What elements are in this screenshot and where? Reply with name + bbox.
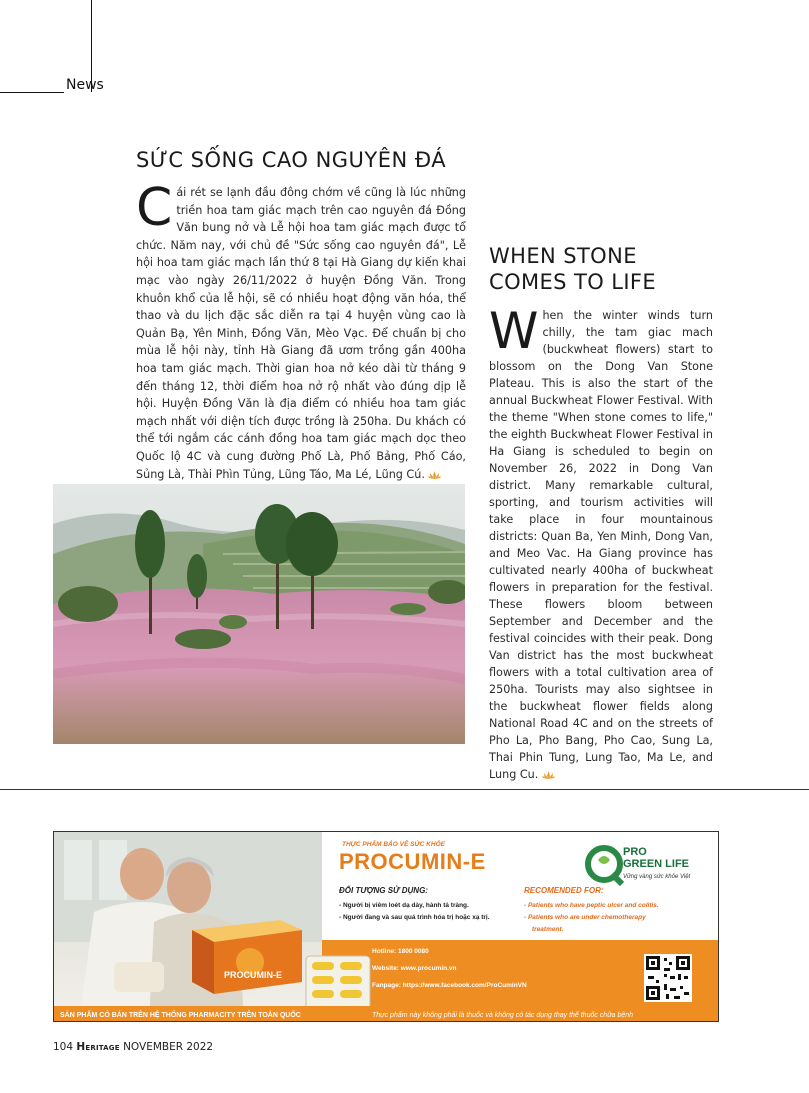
ad-recommended-item: treatment. xyxy=(532,926,564,933)
procumin-advertisement xyxy=(53,831,719,1022)
ad-target-users-title: ĐỐI TƯỢNG SỬ DỤNG: xyxy=(339,886,428,895)
ad-availability-note: SẢN PHẨM CÓ BÁN TRÊN HỆ THỐNG PHARMACITY TRÊN TOÀN QUỐC xyxy=(60,1012,301,1019)
english-title-line-2: COMES TO LIFE xyxy=(489,270,657,294)
lotus-icon xyxy=(542,771,555,779)
vietnamese-title: SỨC SỐNG CAO NGUYÊN ĐÁ xyxy=(136,148,447,172)
pgl-slogan: Vững vàng sức khỏe Việt xyxy=(623,874,691,880)
buckwheat-field-photo xyxy=(53,484,465,744)
issue-date: NOVEMBER 2022 xyxy=(123,1041,214,1053)
ad-target-user-item: - Người bị viêm loét dạ dày, hành tá tràng. xyxy=(339,902,469,909)
vietnamese-dropcap: C xyxy=(136,178,173,238)
english-dropcap: W xyxy=(489,302,539,360)
section-label: News xyxy=(66,77,104,93)
vietnamese-article xyxy=(136,178,466,483)
english-article xyxy=(489,302,713,783)
page-footer xyxy=(53,1041,213,1053)
ad-recommended-item: - Patients who have peptic ulcer and colitis. xyxy=(524,902,659,909)
ad-brand-name: PROCUMIN-E xyxy=(339,849,486,874)
pro-green-life-wordmark xyxy=(623,846,689,870)
english-title xyxy=(489,243,656,295)
ad-recommended-title: RECOMENDED FOR: xyxy=(524,886,604,895)
ad-hotline: Hotline: 1800 0080 xyxy=(372,948,429,955)
english-title-line-1: WHEN STONE xyxy=(489,244,637,268)
page-number: 104 xyxy=(53,1041,74,1053)
ad-website: Website: www.procumin.vn xyxy=(372,965,457,972)
pgl-line-1: PRO xyxy=(623,846,647,858)
ad-disclaimer: Thực phẩm này không phải là thuốc và không có tác dụng thay thế thuốc chữa bệnh xyxy=(372,1012,634,1019)
pgl-line-2: GREEN LIFE xyxy=(623,858,690,870)
qr-code-icon xyxy=(644,954,692,1002)
lotus-icon xyxy=(428,471,441,479)
ad-target-user-item: - Người đang và sau quá trình hóa trị hoặc xạ trị. xyxy=(339,914,490,921)
ad-recommended-item: - Patients who are under chemotherapy xyxy=(524,914,646,921)
english-body-text: hen the winter winds turn chilly, the tam giac mach (buckwheat flowers) start to blossom on the Dong Van Stone Plateau. This is also the start of the annual Buckwheat Flower Festival. With the theme "When stone comes to life," the eighth Buckwheat Flower Festival in Ha Giang is scheduled to begin on November 26, 2022 in Dong Van district. Many remarkable cultural, sporting, and tourism activities will take place in four mountainous districts: Quan Ba, Yen Minh, Dong Van, and Meo Vac. Ha Giang province has cultivated nearly 400ha of buckwheat flowers in preparation for the festival. These flowers bloom between September and December and the festival coincides with their peak. Dong Van district has the most buckwheat flowers with a total cultivation area of 250ha. Tourists may also sightsee in the buckwheat flower fields along National Road 4C and on the streets of Pho La, Pho Bang, Pho Cao, Sung La, Thai Phin Tung, Lung Tao, Ma Le, and Lung Cu. xyxy=(489,309,713,781)
magazine-name: Heritage xyxy=(76,1041,120,1053)
ad-fanpage: Fanpage: https://www.facebook.com/ProCuminVN xyxy=(372,982,527,989)
product-box-brand: PROCUMIN-E xyxy=(224,970,282,980)
vietnamese-body-text: ái rét se lạnh đầu đông chớm về cũng là lúc những triền hoa tam giác mạch trên cao nguyên đá Đồng Văn bung nở và Lễ hội hoa tam giác mạch được tổ chức. Năm nay, với chủ đề "Sức sống cao nguyên đá", Lễ hội hoa tam giác mạch lần thứ 8 tại Hà Giang dự kiến khai mạc vào ngày 26/11/2022 ở huyện Đồng Văn. Trong khuôn khổ của lễ hội, sẽ có nhiều hoạt động văn hóa, thể thao và du lịch đặc sắc diễn ra tại 4 huyện vùng cao là Quản Bạ, Yên Minh, Đồng Văn, Mèo Vạc. Để chuẩn bị cho mùa lễ hội này, tỉnh Hà Giang đã ươm trồng gần 400ha hoa tam giác mạch. Thời gian hoa nở kéo dài từ tháng 9 đến tháng 12, thời điểm hoa nở rộ nhất vào đúng dịp lễ hội. Huyện Đồng Văn là địa điểm có nhiều hoa tam giác mạch nhất với diện tích được trồng là 250ha. Du khách có thể tới ngắm các cánh đồng hoa tam giác mạch dọc theo Quốc lộ 4C và cung đường Phố Là, Phố Bảng, Phố Cáo, Sủng Là, Thài Phìn Tủng, Lũng Táo, Ma Lé, Lũng Cú. xyxy=(136,186,466,481)
header-horizontal-rule xyxy=(0,92,64,93)
procumin-product-box xyxy=(184,916,306,996)
ad-tagline: THỰC PHẨM BẢO VỆ SỨC KHỎE xyxy=(342,841,445,848)
capsule-blister-pack xyxy=(304,952,372,1012)
page-divider xyxy=(0,789,809,790)
